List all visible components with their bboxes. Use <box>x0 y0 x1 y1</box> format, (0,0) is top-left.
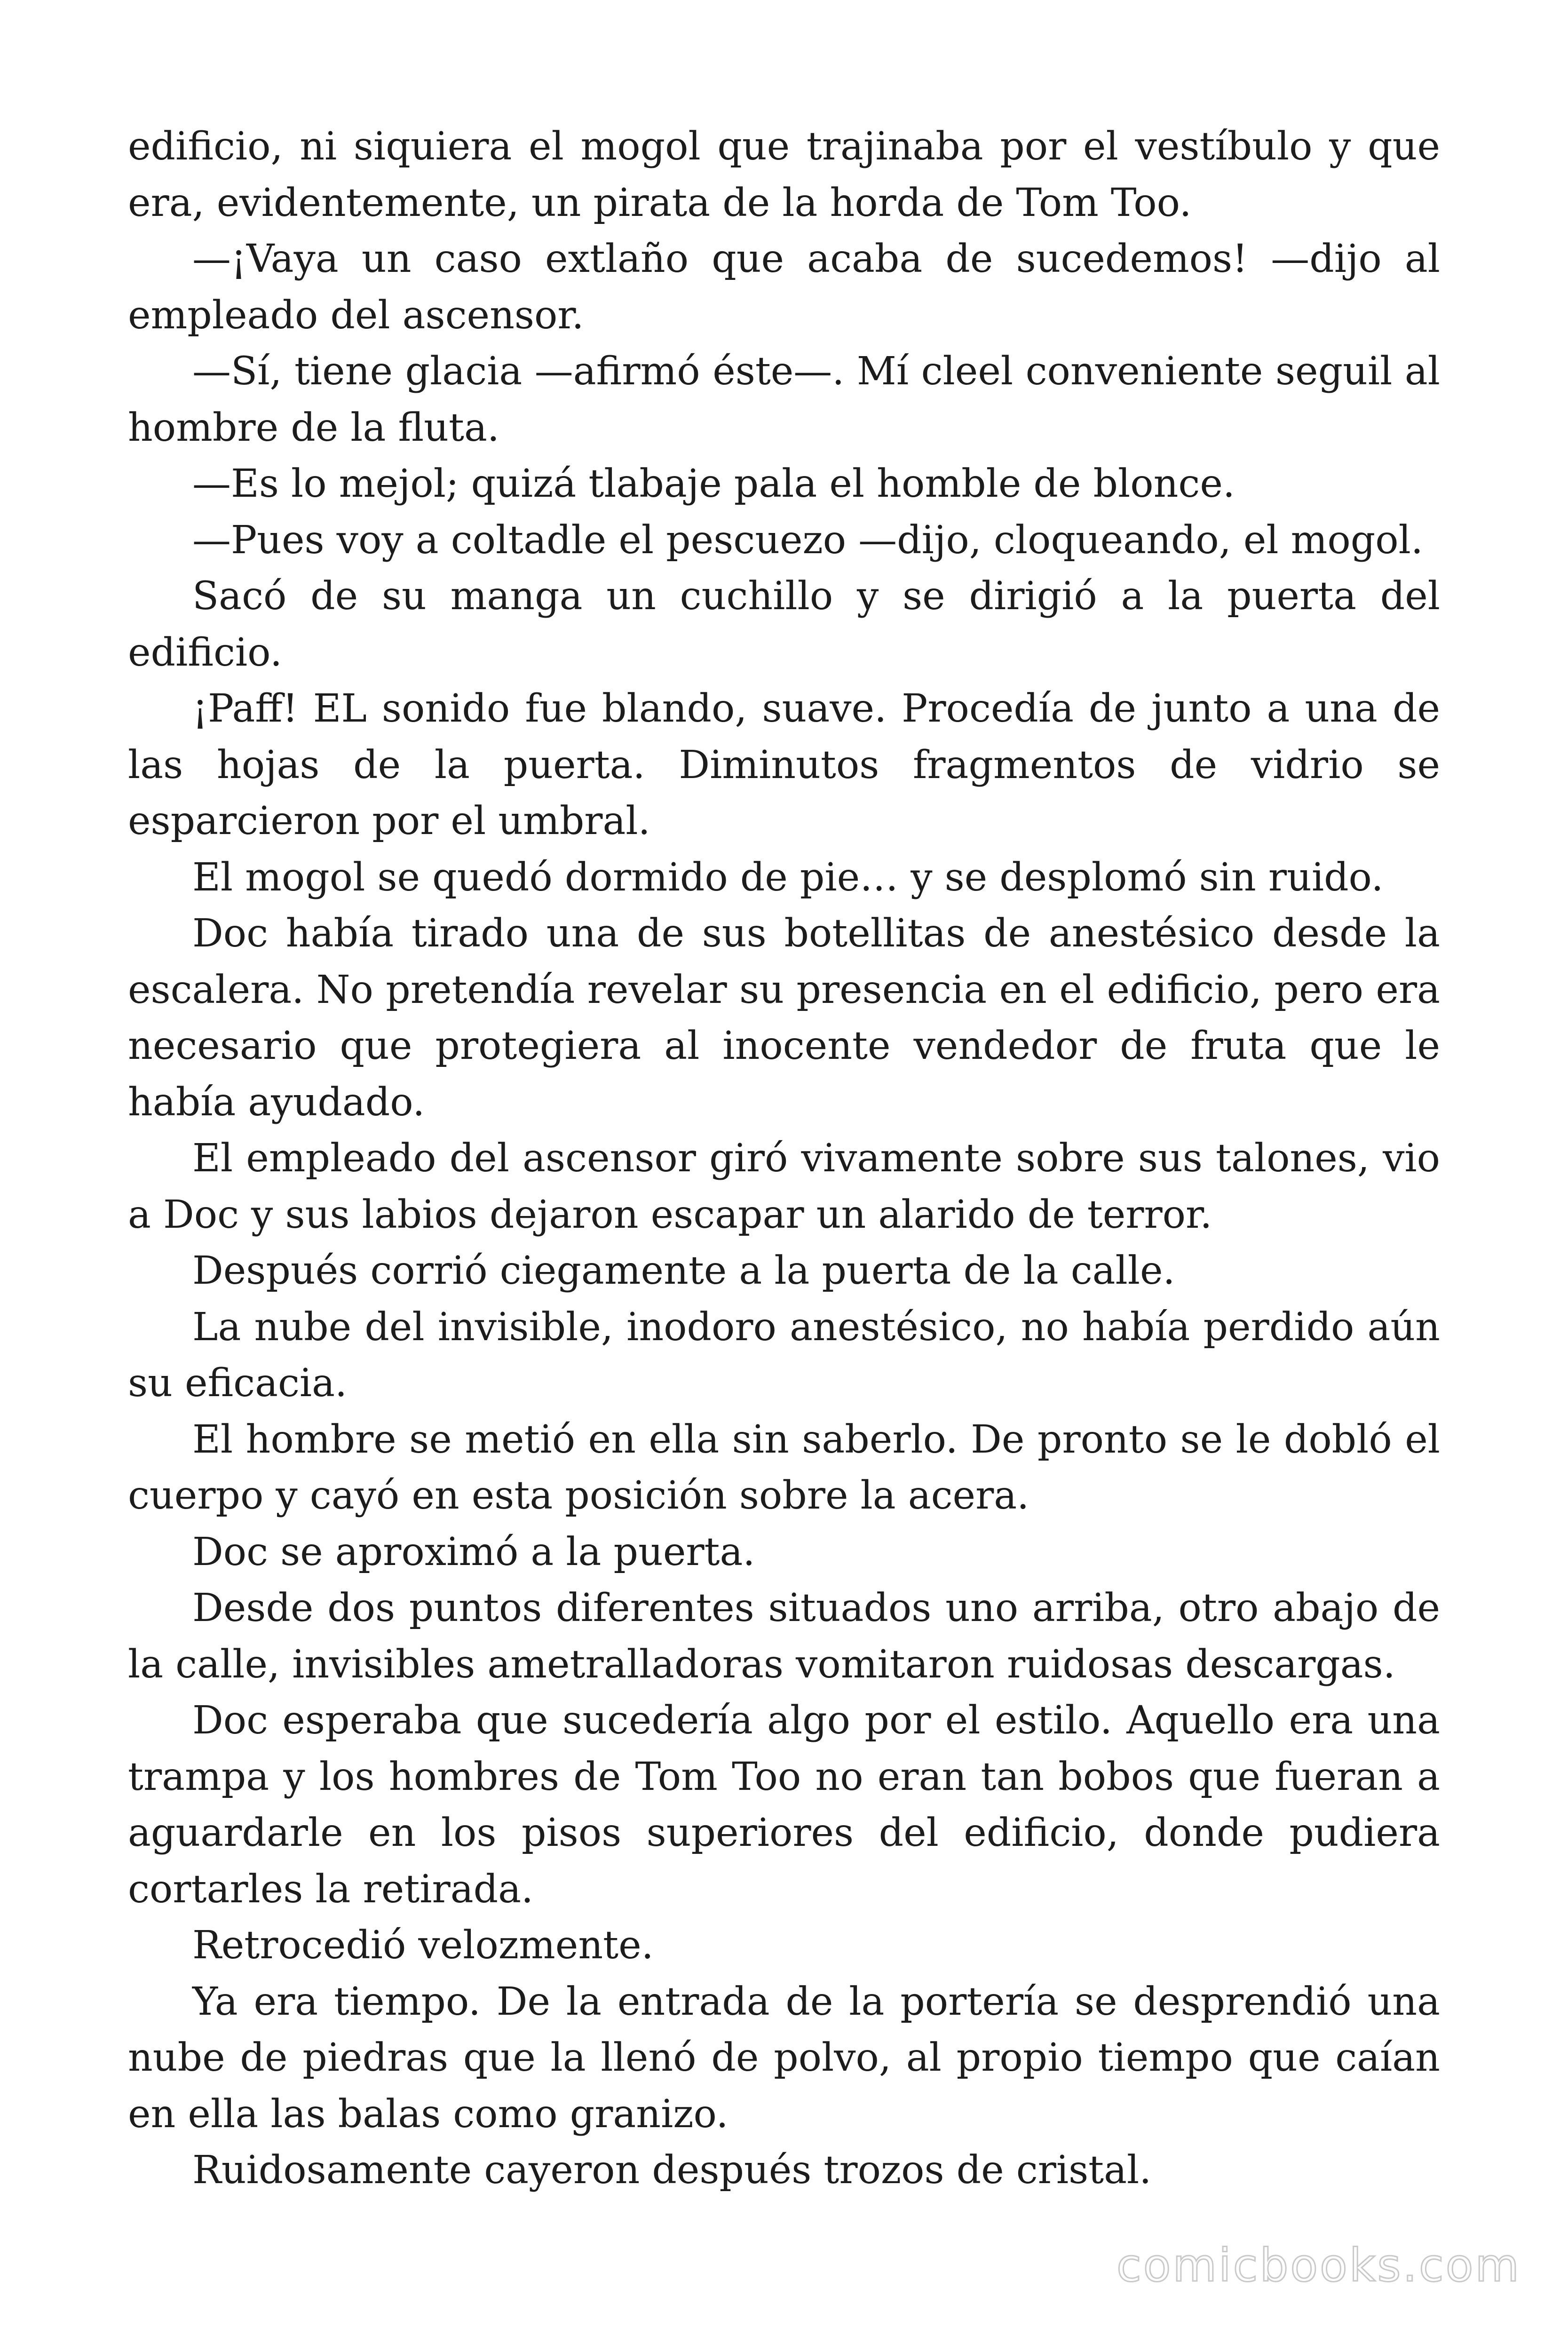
paragraph: Después corrió ciegamente a la puerta de la calle. <box>192 1248 1175 1293</box>
paragraph: Ruidosamente cayeron después trozos de cristal. <box>192 2148 1152 2193</box>
paragraph: El mogol se quedó dormido de pie… y se desplomó sin ruido. <box>192 855 1384 900</box>
paragraph: —Pues voy a coltadle el pescuezo —dijo, cloqueando, el mogol. <box>192 517 1423 563</box>
paragraph: Sacó de su manga un cuchillo y se dirigió a la puerta del edificio. <box>128 574 1440 675</box>
paragraph-continuation: edificio, ni siquiera el mogol que trajinaba por el vestíbulo y que era, evidentemente, un pirata de la horda de Tom Too. <box>128 124 1440 225</box>
paragraph: —Sí, tiene glacia —afirmó éste—. Mí cleel conveniente seguil al hombre de la fluta. <box>128 349 1440 450</box>
paragraph: ¡Paff! EL sonido fue blando, suave. Procedía de junto a una de las hojas de la puerta. Diminutos fragmentos de vidrio se esparcieron por el umbral. <box>128 686 1440 843</box>
paragraph: El hombre se metió en ella sin saberlo. De pronto se le dobló el cuerpo y cayó en esta posición sobre la acera. <box>128 1417 1440 1518</box>
paragraph: Doc se aproximó a la puerta. <box>192 1529 755 1574</box>
paragraph: La nube del invisible, inodoro anestésico, no había perdido aún su eficacia. <box>128 1304 1440 1406</box>
book-page <box>128 119 1440 2235</box>
paragraph: Doc esperaba que sucedería algo por el estilo. Aquello era una trampa y los hombres de Tom Too no eran tan bobos que fueran a aguardarle en los pisos superiores del edificio, donde pudiera cortarles la retirada. <box>128 1698 1440 1912</box>
paragraph: Ya era tiempo. De la entrada de la portería se desprendió una nube de piedras que la llenó de polvo, al propio tiempo que caían en ella las balas como granizo. <box>128 1979 1440 2137</box>
watermark: comicbooks.com <box>1116 2239 1521 2292</box>
paragraph: Doc había tirado una de sus botellitas de anestésico desde la escalera. No pretendía revelar su presencia en el edificio, pero era necesario que protegiera al inocente vendedor de fruta que le había ayudado. <box>128 911 1440 1125</box>
paragraph: —¡Vaya un caso extlaño que acaba de sucedemos! —dijo al empleado del ascensor. <box>128 237 1440 338</box>
paragraph: Retrocedió velozmente. <box>192 1923 654 1968</box>
paragraph: Desde dos puntos diferentes situados uno arriba, otro abajo de la calle, invisibles ametralladoras vomitaron ruidosas descargas. <box>128 1586 1440 1687</box>
paragraph: —Es lo mejol; quizá tlabaje pala el homble de blonce. <box>192 461 1235 506</box>
paragraph: El empleado del ascensor giró vivamente sobre sus talones, vio a Doc y sus labios dejaron escapar un alarido de terror. <box>128 1136 1440 1237</box>
